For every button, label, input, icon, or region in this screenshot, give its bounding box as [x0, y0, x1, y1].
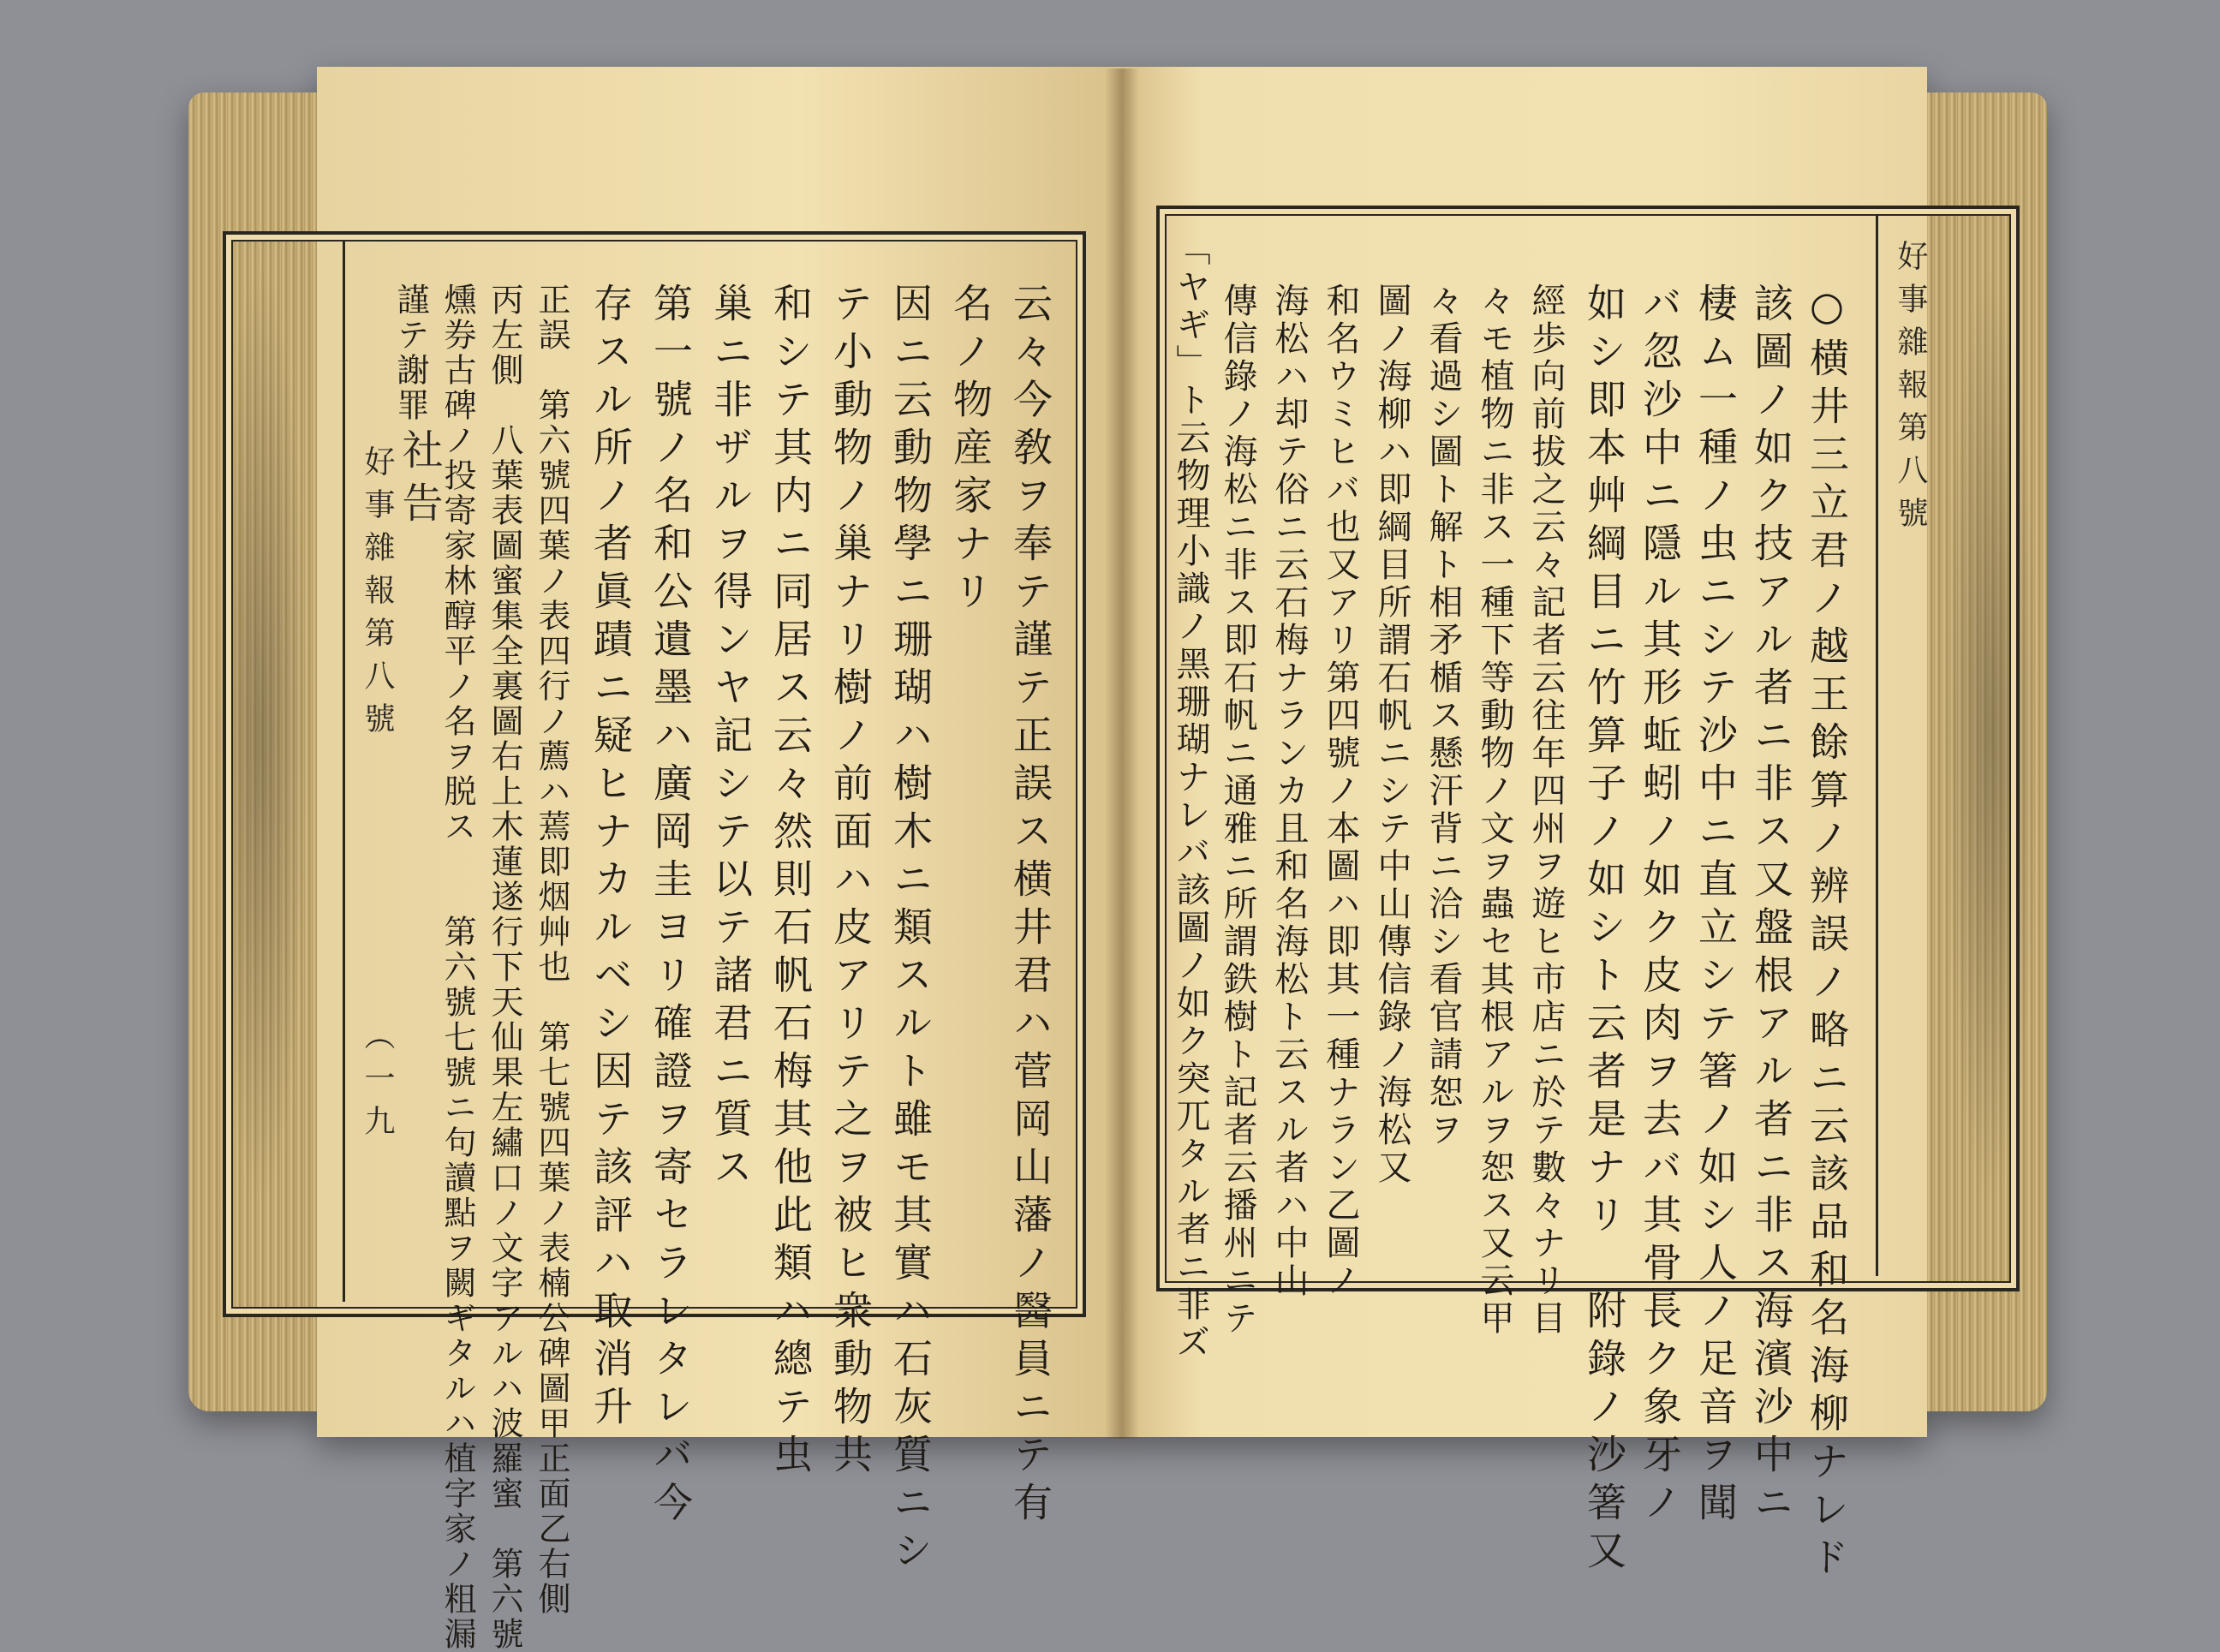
left-column-4: テ小動物ノ巢ナリ樹ノ前面ハ皮アリテ之ヲ被ヒ衆動物共	[827, 283, 874, 1482]
right-column-9: 圖ノ海柳ハ即綱目所謂石帆ニシテ中山傳信錄ノ海松又	[1372, 283, 1411, 1187]
right-column-13: 「ヤギ」ト云物理小識ノ黑珊瑚ナレバ該圖ノ如ク突兀タル者ニ非ズ	[1171, 231, 1210, 1362]
book-gutter	[1105, 69, 1139, 1439]
left-column-6: 巢ニ非ザルヲ得ンヤ記シテ以テ諸君ニ質ス	[707, 283, 754, 1194]
right-margin-rule	[1876, 214, 1878, 1276]
left-column-1: 云々今敎ヲ奉テ謹テ正誤ス横井君ハ菅岡山藩ノ醫員ニテ有	[1007, 283, 1053, 1530]
right-column-4: バ忽沙中ニ隱ル其形蚯蚓ノ如ク皮肉ヲ去バ其骨長ク象牙ノ	[1637, 283, 1683, 1530]
right-column-6: 經歩向前拔之云々記者云往年四州ヲ遊ヒ市店ニ於テ數々ナリ目	[1526, 283, 1566, 1338]
right-column-1: ○横井三立君ノ越王餘算ノ辨誤ノ略ニ云該品和名海柳ナレド	[1804, 283, 1850, 1584]
left-running-header: 好事雜報第八號	[360, 445, 395, 745]
right-column-10: 和名ウミヒバ也又アリ第四號ノ本圖ハ即其一種ナラン乙圖ノ	[1321, 283, 1360, 1300]
left-column-3: 因ニ云動物學ニ珊瑚ハ樹木ニ類スルト雖モ其實ハ石灰質ニシ	[887, 283, 934, 1577]
left-margin-rule	[343, 240, 345, 1302]
left-section-title: 社告	[395, 428, 443, 534]
left-column-7: 第一號ノ名和公遺墨ハ廣岡圭ヨリ確證ヲ寄セラレタレバ今	[648, 283, 694, 1530]
left-column-9: 正誤 第六號四葉ノ表四行ノ薦ハ蔫即烟艸也 第七號四葉ノ表楠公碑圖甲正面乙右側	[533, 283, 570, 1617]
right-column-2: 該圖ノ如ク技アル者ニ非ス又盤根アル者ニ非ス海濱沙中ニ	[1748, 283, 1794, 1530]
right-column-7: 々モ植物ニ非ス一種下等動物ノ文ヲ蟲セ其根アルヲ恕ス又云甲	[1475, 283, 1514, 1338]
left-column-8: 存スル所ノ者眞蹟ニ疑ヒナカルベシ因テ該評ハ取消升	[588, 283, 634, 1434]
right-column-8: 々看過シ圖ト解ト相矛楯ス懸汗背ニ洽シ看官請恕ヲ	[1423, 283, 1463, 1149]
left-column-10: 丙左側 八葉表圖蜜集全裏圖右上木蓮遂行下天仙果左繡口ノ文字アルハ波羅蜜 第六號	[486, 283, 523, 1652]
right-column-3: 棲ム一種ノ虫ニシテ沙中ニ直立シテ箸ノ如シ人ノ足音ヲ聞	[1692, 283, 1739, 1530]
left-page-number: （一九	[360, 1019, 395, 1148]
left-column-12: 謹テ謝罪	[391, 283, 429, 423]
left-column-2: 名ノ物産家ナリ	[947, 283, 994, 618]
right-column-5: 如シ即本艸綱目ニ竹算子ノ如シト云者是ナリ 附錄ノ沙箸又	[1581, 283, 1627, 1577]
right-column-12: 傳信錄ノ海松ニ非ス即石帆ニ通雅ニ所謂鉄樹ト記者云播州ニテ	[1218, 283, 1257, 1338]
left-column-11: 燻券古碑ノ投寄家林醇平ノ名ヲ脱ス 第六號七號ニ句讀點ヲ闕ギタルハ植字家ノ粗漏	[439, 283, 476, 1652]
right-column-11: 海松ハ却テ俗ニ云石梅ナランカ且和名海松ト云スル者ハ中山	[1269, 283, 1309, 1300]
right-running-header: 好事雜報第八號	[1893, 240, 1928, 540]
left-column-5: 和シテ其内ニ同居ス云々然則石帆石梅其他此類ハ總テ虫	[767, 283, 814, 1482]
